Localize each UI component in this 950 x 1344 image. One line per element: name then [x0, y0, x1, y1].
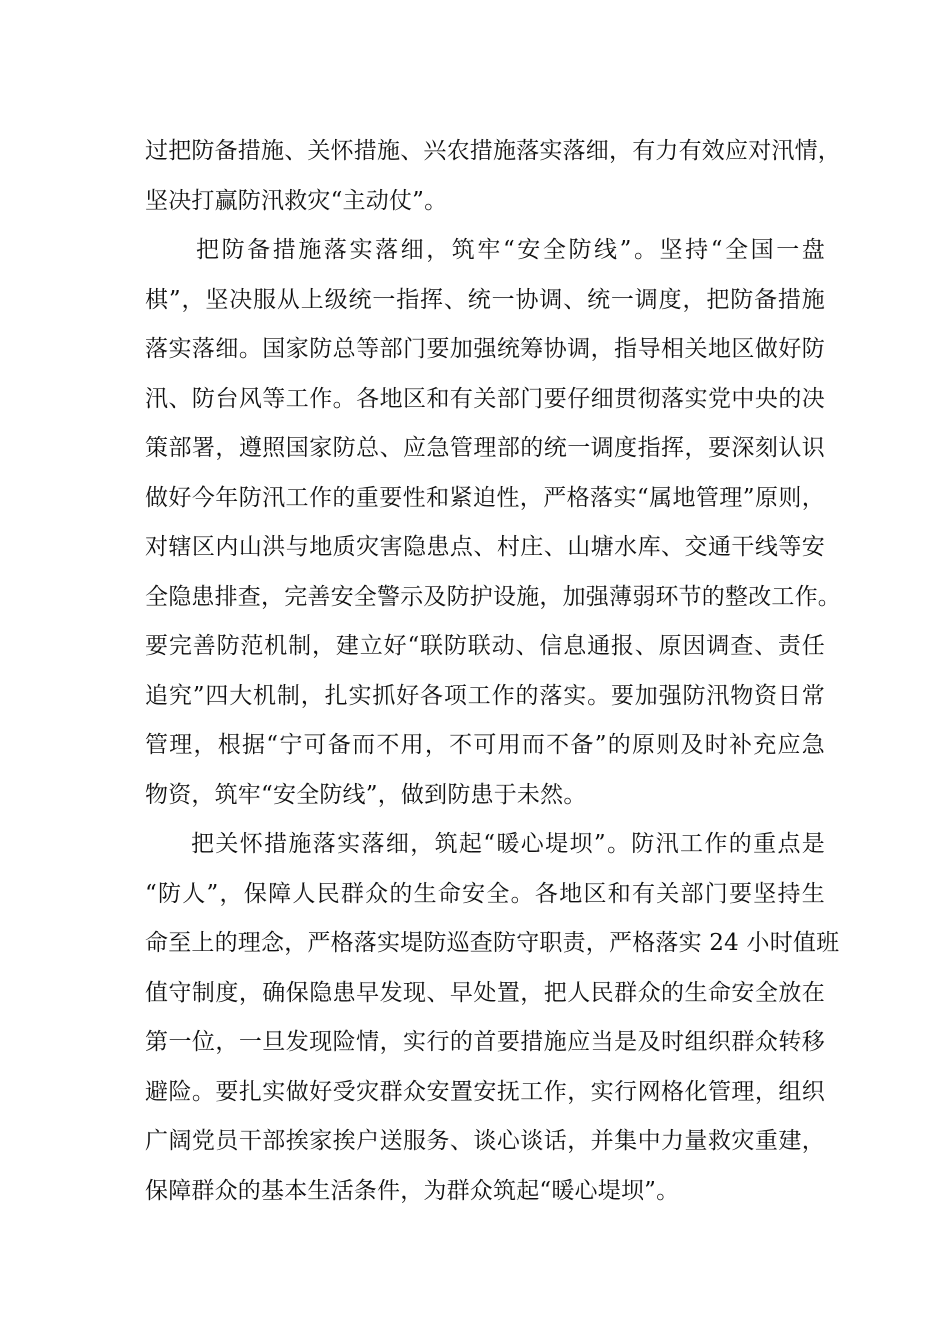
paragraph-line: 追究”四大机制，扎实抓好各项工作的落实。要加强防汛物资日常	[145, 682, 825, 709]
paragraph-defense-line	[145, 226, 841, 820]
paragraph-line: 保障群众的基本生活条件，为群众筑起“暖心堤坝”。	[145, 1177, 680, 1204]
paragraph-line: 避险。要扎实做好受灾群众安置安抚工作，实行网格化管理，组织	[145, 1078, 825, 1105]
paragraph-line: 做好今年防汛工作的重要性和紧迫性，严格落实“属地管理”原则，	[145, 484, 825, 511]
paragraph-warm-embankment	[145, 820, 840, 1216]
paragraph-line: “防人”，保障人民群众的生命安全。各地区和有关部门要坚持生	[145, 880, 825, 907]
paragraph-line: 坚决打赢防汛救灾“主动仗”。	[145, 187, 448, 214]
paragraph-line: 对辖区内山洪与地质灾害隐患点、村庄、山塘水库、交通干线等安	[145, 534, 825, 560]
paragraph-line: 全隐患排查，完善安全警示及防护设施，加强薄弱环节的整改工作。	[145, 583, 841, 610]
paragraph-line: 把防备措施落实落细，筑牢“安全防线”。坚持“全国一盘	[196, 237, 825, 263]
document-body	[145, 127, 841, 1216]
paragraph-line: 要完善防范机制，建立好“联防联动、信息通报、原因调查、责任	[145, 633, 825, 659]
paragraph-line: 命至上的理念，严格落实堤防巡查防守职责，严格落实 24 小时值班	[145, 930, 840, 956]
paragraph-continuation	[145, 127, 841, 226]
paragraph-line: 棋”，坚决服从上级统一指挥、统一协调、统一调度，把防备措施	[145, 286, 825, 313]
paragraph-line: 广阔党员干部挨家挨户送服务、谈心谈话，并集中力量救灾重建，	[145, 1128, 825, 1154]
paragraph-line: 第一位，一旦发现险情，实行的首要措施应当是及时组织群众转移	[145, 1029, 825, 1055]
paragraph-line: 落实落细。国家防总等部门要加强统筹协调，指导相关地区做好防	[145, 336, 825, 362]
paragraph-line: 汛、防台风等工作。各地区和有关部门要仔细贯彻落实党中央的决	[145, 385, 825, 412]
paragraph-line: 值守制度，确保隐患早发现、早处置，把人民群众的生命安全放在	[145, 979, 825, 1006]
paragraph-line: 策部署，遵照国家防总、应急管理部的统一调度指挥，要深刻认识	[145, 435, 825, 461]
paragraph-line: 物资，筑牢“安全防线”，做到防患于未然。	[145, 781, 587, 808]
paragraph-line: 过把防备措施、关怀措施、兴农措施落实落细，有力有效应对汛情，	[145, 138, 841, 164]
paragraph-line: 把关怀措施落实落细，筑起“暖心堤坝”。防汛工作的重点是	[191, 831, 825, 857]
paragraph-line: 管理，根据“宁可备而不用，不可用而不备”的原则及时补充应急	[145, 732, 825, 758]
